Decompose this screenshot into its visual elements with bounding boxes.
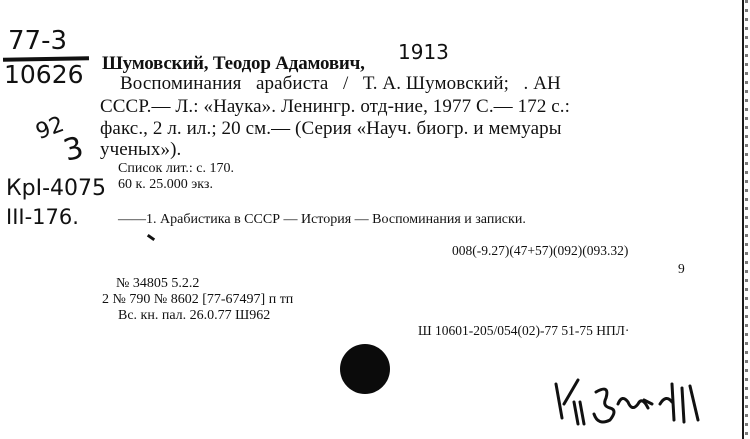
handwritten-call-number-top: 77-3	[8, 26, 68, 56]
title-line-3: факс., 2 л. ил.; 20 см.— (Серия «Науч. биогр. и мемуары	[100, 118, 562, 139]
title-line-4: ученых»).	[100, 139, 182, 160]
handwritten-shelf-code: КрI-4075	[6, 176, 106, 201]
registry-number: № 34805 5.2.2	[116, 276, 200, 291]
udc-suffix: 9	[678, 261, 685, 276]
card-edge-speckle	[745, 0, 748, 439]
handwritten-mark-top: 92	[32, 111, 68, 146]
handwritten-call-number-bottom: 10626	[4, 60, 84, 89]
handwritten-shelf-code-2: III-176.	[6, 205, 79, 229]
title-line-2: СССР.— Л.: «Наука». Ленингр. отд-ние, 1977 С.— 172 с.:	[100, 96, 571, 117]
handwritten-year: 1913	[398, 40, 449, 64]
card-right-edge	[742, 0, 744, 439]
price-code: Ш 10601-205/054(02)-77 51-75 НПЛ·	[418, 323, 630, 338]
punch-hole	[340, 344, 390, 394]
registry-line-2: 2 № 790 № 8602 [77-67497] п тп	[102, 292, 294, 307]
notes-price-print-run: 60 к. 25.000 экз.	[118, 177, 213, 192]
notes-bibliography: Список лит.: с. 170.	[118, 161, 234, 176]
udc-classification: 008(-9.27)(47+57)(092)(093.32)	[452, 243, 629, 258]
author-heading: Шумовский, Теодор Адамович,	[102, 53, 365, 74]
handwritten-signature	[548, 374, 708, 430]
registry-line-3: Вс. кн. пал. 26.0.77 Ш962	[118, 308, 271, 323]
subject-headings: ——1. Арабистика в СССР — История — Воспоминания и записки.	[118, 212, 526, 227]
pen-tick-mark	[147, 234, 155, 241]
handwritten-mark-bottom: 3	[59, 130, 88, 169]
title-line-1: Воспоминания арабиста / Т. А. Шумовский; . АН	[120, 73, 561, 94]
